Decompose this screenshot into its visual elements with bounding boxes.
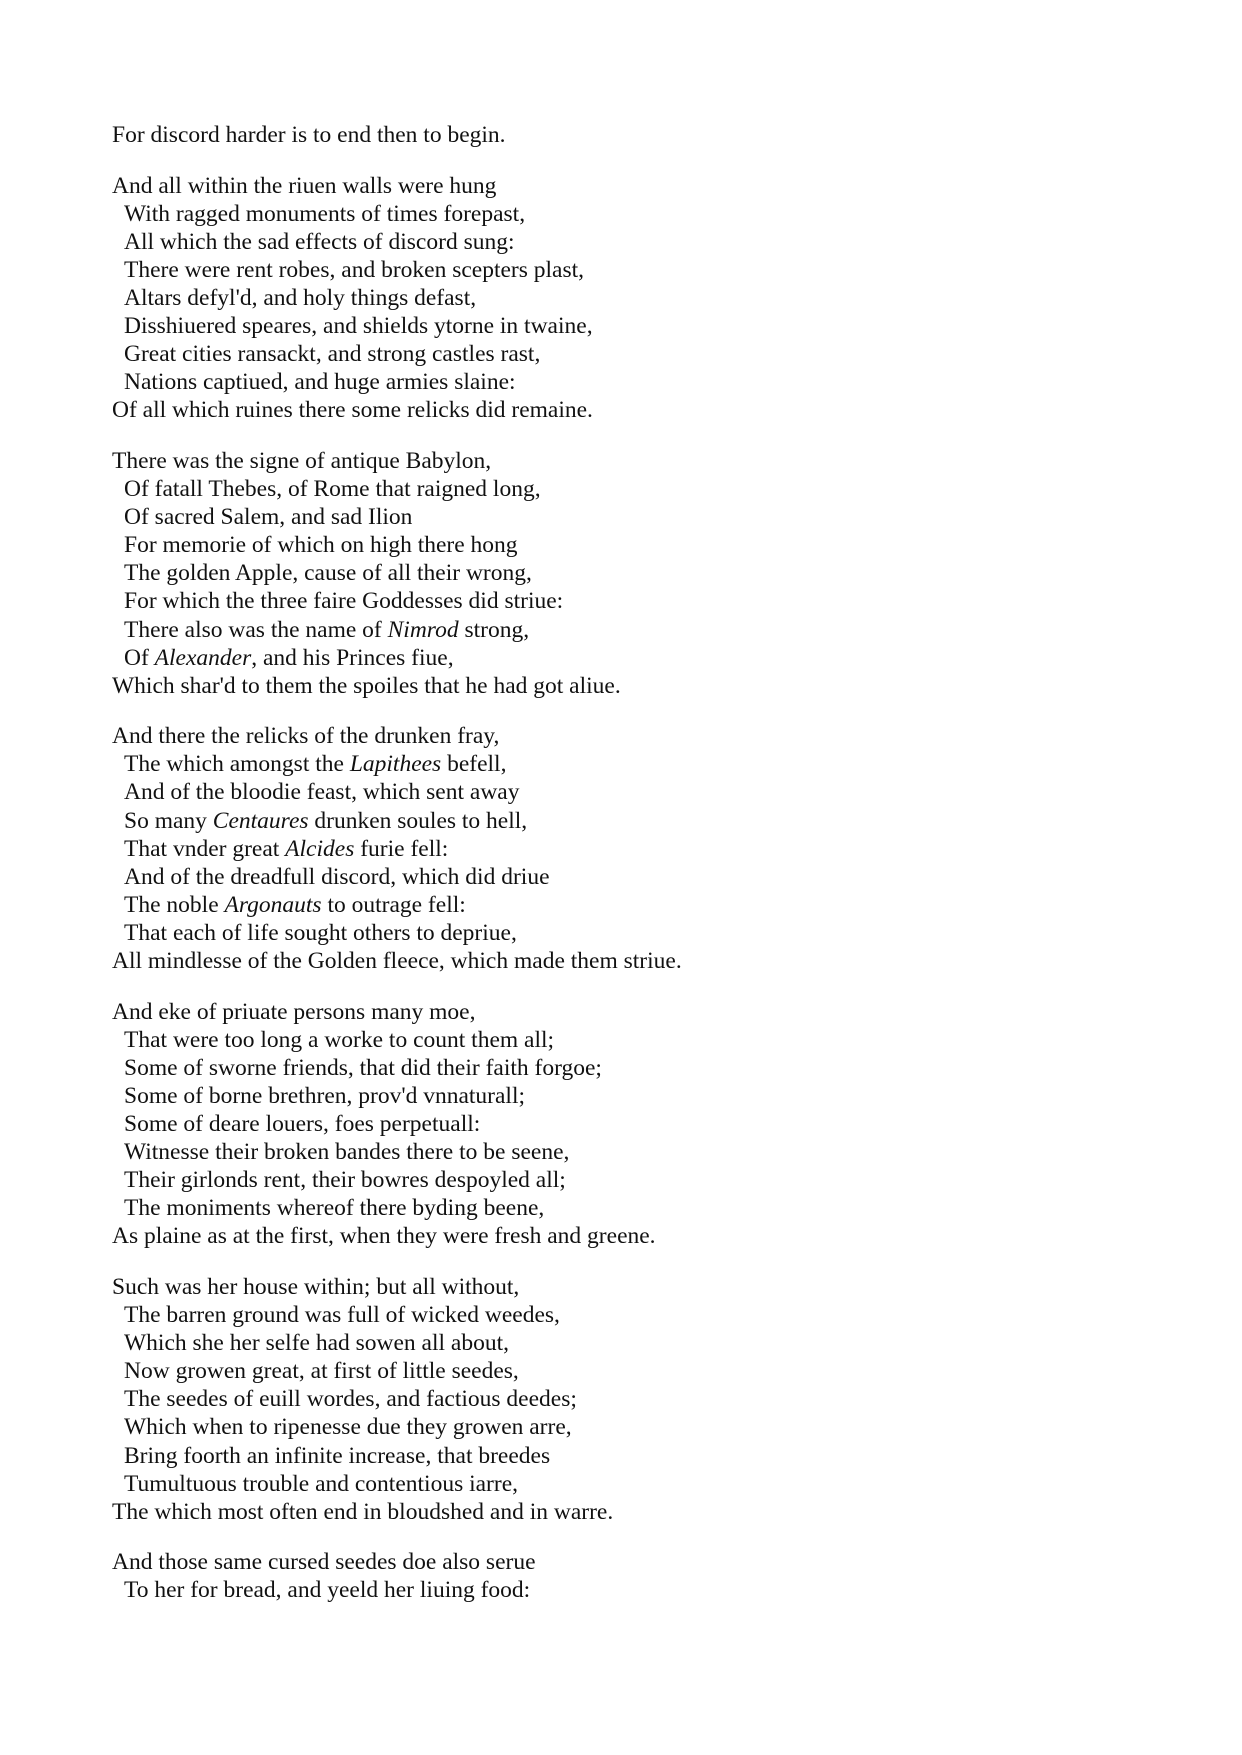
line-text: The seedes of euill wordes, and factious deedes; bbox=[124, 1386, 577, 1413]
verse-line bbox=[112, 200, 1192, 228]
verse-line bbox=[112, 587, 1192, 615]
line-text: drunken soules to hell, bbox=[308, 807, 528, 834]
verse-line bbox=[112, 121, 1192, 149]
stanza bbox=[112, 121, 1192, 149]
line-text: befell, bbox=[441, 751, 507, 778]
line-text: That each of life sought others to depriue, bbox=[124, 919, 517, 946]
line-text: Nations captiued, and huge armies slaine: bbox=[124, 369, 516, 396]
line-text: And those same cursed seedes doe also serue bbox=[112, 1549, 536, 1576]
verse-line bbox=[112, 475, 1192, 503]
verse-line bbox=[112, 503, 1192, 531]
verse-line bbox=[112, 722, 1192, 750]
line-text: Great cities ransackt, and strong castles rast, bbox=[124, 341, 541, 368]
line-text: There also was the name of bbox=[124, 616, 388, 643]
document-page bbox=[112, 121, 1192, 1627]
line-text: For memorie of which on high there hong bbox=[124, 532, 518, 559]
stanza bbox=[112, 1273, 1192, 1526]
verse-line bbox=[112, 368, 1192, 396]
line-text: All mindlesse of the Golden fleece, which made them striue. bbox=[112, 948, 682, 975]
line-text: Of bbox=[124, 644, 155, 671]
verse-line bbox=[112, 1498, 1192, 1526]
line-text: Of all which ruines there some relicks did remaine. bbox=[112, 397, 593, 424]
line-text: strong, bbox=[458, 616, 530, 643]
verse-line bbox=[112, 1194, 1192, 1222]
line-text: As plaine as at the first, when they were fresh and greene. bbox=[112, 1223, 656, 1250]
line-text: Some of borne brethren, prov'd vnnaturall; bbox=[124, 1082, 526, 1109]
line-text: For discord harder is to end then to begin. bbox=[112, 122, 506, 148]
verse-line bbox=[112, 1082, 1192, 1110]
line-text: The moniments whereof there byding beene, bbox=[124, 1195, 545, 1222]
verse-line bbox=[112, 644, 1192, 672]
line-text: The noble bbox=[124, 891, 225, 918]
verse-line bbox=[112, 1576, 1192, 1604]
verse-line bbox=[112, 1054, 1192, 1082]
verse-line bbox=[112, 863, 1192, 891]
verse-line bbox=[112, 1548, 1192, 1576]
verse-line bbox=[112, 340, 1192, 368]
verse-line bbox=[112, 750, 1192, 778]
verse-line bbox=[112, 616, 1192, 644]
line-text: to outrage fell: bbox=[321, 891, 466, 918]
line-text: Tumultuous trouble and contentious iarre, bbox=[124, 1470, 519, 1497]
italic-name: Centaures bbox=[212, 807, 309, 834]
verse-line bbox=[112, 1110, 1192, 1138]
line-text: Some of sworne friends, that did their faith forgoe; bbox=[124, 1054, 602, 1081]
verse-line bbox=[112, 228, 1192, 256]
verse-line bbox=[112, 1357, 1192, 1385]
verse-line bbox=[112, 1026, 1192, 1054]
verse-line bbox=[112, 1329, 1192, 1357]
italic-name: Argonauts bbox=[224, 891, 322, 918]
line-text: Bring foorth an infinite increase, that breedes bbox=[124, 1442, 551, 1469]
verse-line bbox=[112, 1470, 1192, 1498]
verse-line bbox=[112, 284, 1192, 312]
verse-line bbox=[112, 891, 1192, 919]
verse-line bbox=[112, 447, 1192, 475]
line-text: Now growen great, at first of little seedes, bbox=[124, 1358, 519, 1385]
verse-line bbox=[112, 1385, 1192, 1413]
line-text: Which when to ripenesse due they growen arre, bbox=[124, 1414, 572, 1441]
verse-line bbox=[112, 947, 1192, 975]
italic-name: Lapithees bbox=[349, 751, 442, 778]
stanza bbox=[112, 722, 1192, 975]
verse-line bbox=[112, 1442, 1192, 1470]
line-text: Altars defyl'd, and holy things defast, bbox=[124, 284, 477, 311]
line-text: The which most often end in bloudshed and in warre. bbox=[112, 1498, 614, 1525]
verse-line bbox=[112, 172, 1192, 200]
line-text: And of the dreadfull discord, which did driue bbox=[124, 863, 550, 890]
line-text: All which the sad effects of discord sung: bbox=[124, 228, 515, 255]
verse-line bbox=[112, 396, 1192, 424]
line-text: With ragged monuments of times forepast, bbox=[124, 200, 526, 227]
line-text: Their girlonds rent, their bowres despoyled all; bbox=[124, 1167, 566, 1194]
line-text: And there the relicks of the drunken fray, bbox=[112, 723, 500, 750]
italic-name: Alcides bbox=[285, 835, 355, 862]
verse-line bbox=[112, 1222, 1192, 1250]
line-text: Some of deare louers, foes perpetuall: bbox=[124, 1111, 481, 1137]
stanza bbox=[112, 447, 1192, 700]
line-text: And of the bloodie feast, which sent away bbox=[124, 779, 520, 806]
line-text: And eke of priuate persons many moe, bbox=[112, 998, 476, 1025]
line-text: Of fatall Thebes, of Rome that raigned long, bbox=[124, 476, 541, 503]
line-text: Of sacred Salem, and sad Ilion bbox=[124, 504, 413, 531]
line-text: , and his Princes fiue, bbox=[251, 644, 454, 671]
italic-name: Alexander bbox=[154, 644, 252, 671]
verse-line bbox=[112, 1273, 1192, 1301]
line-text: The which amongst the bbox=[124, 751, 350, 778]
line-text: The golden Apple, cause of all their wrong, bbox=[124, 560, 532, 587]
line-text: To her for bread, and yeeld her liuing food: bbox=[124, 1577, 531, 1604]
verse-line bbox=[112, 256, 1192, 284]
verse-line bbox=[112, 1413, 1192, 1441]
verse-line bbox=[112, 531, 1192, 559]
line-text: That were too long a worke to count them all; bbox=[124, 1026, 555, 1053]
line-text: For which the three faire Goddesses did striue: bbox=[124, 588, 564, 615]
verse-line bbox=[112, 672, 1192, 700]
line-text: Such was her house within; but all without, bbox=[112, 1273, 520, 1300]
line-text: Witnesse their broken bandes there to be seene, bbox=[124, 1139, 570, 1166]
verse-line bbox=[112, 1138, 1192, 1166]
line-text: There were rent robes, and broken scepters plast, bbox=[124, 256, 585, 283]
line-text: The barren ground was full of wicked weedes, bbox=[124, 1302, 560, 1329]
line-text: Which shar'd to them the spoiles that he had got aliue. bbox=[112, 672, 621, 699]
verse-line bbox=[112, 778, 1192, 806]
verse-line bbox=[112, 807, 1192, 835]
line-text: furie fell: bbox=[354, 835, 449, 862]
stanza bbox=[112, 172, 1192, 425]
line-text: There was the signe of antique Babylon, bbox=[112, 447, 492, 474]
verse-line bbox=[112, 835, 1192, 863]
line-text: Disshiuered speares, and shields ytorne in twaine, bbox=[124, 313, 593, 340]
line-text: And all within the riuen walls were hung bbox=[112, 172, 497, 199]
verse-line bbox=[112, 559, 1192, 587]
verse-line bbox=[112, 998, 1192, 1026]
line-text: So many bbox=[124, 807, 213, 834]
stanza bbox=[112, 1548, 1192, 1604]
line-text: Which she her selfe had sowen all about, bbox=[124, 1330, 510, 1357]
verse-line bbox=[112, 1166, 1192, 1194]
stanza bbox=[112, 998, 1192, 1251]
verse-line bbox=[112, 1301, 1192, 1329]
line-text: That vnder great bbox=[124, 835, 286, 862]
verse-line bbox=[112, 919, 1192, 947]
verse-line bbox=[112, 312, 1192, 340]
italic-name: Nimrod bbox=[387, 616, 459, 643]
